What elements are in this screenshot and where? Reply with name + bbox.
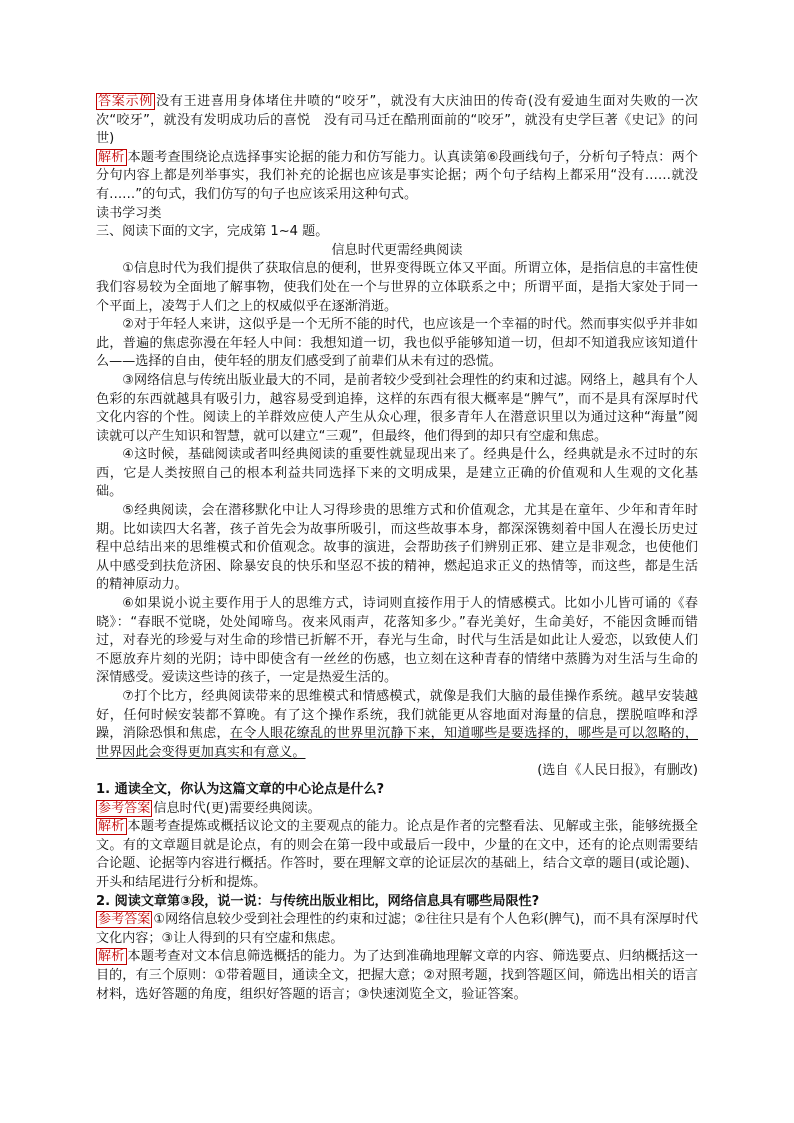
question-1-answer	[96, 800, 698, 819]
article-paragraph-7	[96, 688, 698, 762]
article-paragraph-6: ⑥如果说小说主要作用于人的思维方式，诗词则直接作用于人的情感模式。比如小儿皆可诵的《春晓》：“春眠不觉晓，处处闻啼鸟。夜来风雨声，花落知多少。”春光美好，生命美好，不能因贪睡而错过，对春光的珍爱与对生命的珍惜已折解不开，春光与生命，时代与生活是如此让人爱恋，以致使人们不愿放弃片刻的光阴；诗中即使含有一丝丝的伤感，也立刻在这种青春的情绪中蒸腾为对生活与生命的深情感受。爱读这些诗的孩子，一定是热爱生活的。	[96, 596, 698, 686]
question-2-analysis	[96, 948, 698, 1004]
analysis-tag: 解析	[98, 949, 125, 965]
reference-answer-tag: 参考答案	[98, 912, 151, 928]
underlined-sentence: 在令人眼花缭乱的世界里沉静下来，知道哪些是要选择的，哪些是可以忽略的，世界因此会变得更加真实和有意义。	[96, 726, 698, 760]
answer-block-1	[96, 93, 698, 149]
question-1-analysis	[96, 818, 698, 892]
article-paragraph-3: ③网络信息与传统出版业最大的不同，是前者较少受到社会理性的约束和过滤。网络上，越具有个人色彩的东西就越具有吸引力，越容易受到追捧，这样的东西有很大概率是“脾气”，而不是具有深厚时代文化内容的个性。阅读上的羊群效应使人产生从众心理，很多青年人在潜意识里以为通过这种“海量”阅读就可以产生知识和智慧，就可以建立“三观”，但最终，他们得到的却只有空虚和焦虑。	[96, 372, 698, 444]
document-page	[96, 93, 698, 1004]
analysis-text: 本题考查围绕论点选择事实论据的能力和仿写能力。认真读第⑥段画线句子，分析句子特点：两个分句内容上都是列举事实，我们补充的论据也应该是事实论据；两个句子结构上都采用“没有……就没有……”的句式，我们仿写的句子也应该采用这种句式。	[96, 149, 698, 202]
article-paragraph-5: ⑤经典阅读，会在潜移默化中让人习得珍贵的思维方式和价值观念，尤其是在童年、少年和青年时期。比如读四大名著，孩子首先会为故事所吸引，而这些故事本身，都深深镌刻着中国人在漫长历史过程中总结出来的思维模式和价值观念。故事的演进，会帮助孩子们辨别正邪、建立是非观念，也使他们从中感受到扶危济困、除暴安良的快乐和坚忍不拔的精神，燃起追求正义的热情等，而这些，都是生活的精神原动力。	[96, 503, 698, 593]
section-instruction: 三、阅读下面的文字，完成第 1~4 题。	[96, 224, 329, 240]
article-title: 信息时代更需经典阅读	[331, 242, 463, 258]
question-2-answer	[96, 911, 698, 948]
section-title: 读书学习类	[96, 205, 162, 221]
article-paragraph-4: ④这时候，基础阅读或者叫经典阅读的重要性就显现出来了。经典是什么，经典就是永不过时的东西，它是人类按照自己的根本利益共同选择下来的文明成果，是建立正确的价值观和人生观的文化基础。	[96, 447, 698, 500]
question-2-analysis-text: 本题考查对文本信息筛选概括的能力。为了达到准确地理解文章的内容、筛选要点、归纳概括这一目的，有三个原则：①带着题目，通读全文，把握大意；②对照考题，找到答题区间，筛选出相关的语言材料，选好答题的角度，组织好答题的语言；③快速浏览全文，验证答案。	[96, 949, 699, 1002]
article-paragraph-1: ①信息时代为我们提供了获取信息的便利，世界变得既立体又平面。所谓立体，是指信息的丰富性使我们容易较为全面地了解事物，使我们处在一个与世界的立体联系之中；所谓平面，是指大家处于同一个平面上，凌驾于人们之上的权威似乎在逐渐消逝。	[96, 261, 698, 314]
question-2: 2. 阅读文章第③段，说一说：与传统出版业相比，网络信息具有哪些局限性?	[96, 893, 540, 909]
article-paragraph-2: ②对于年轻人来讲，这似乎是一个无所不能的时代，也应该是一个幸福的时代。然而事实似乎并非如此，普遍的焦虑弥漫在年轻人中间：我想知道一切，我也似乎能够知道一切，但却不知道我应该知道什么——选择的自由，使年轻的朋友们感受到了前辈们从未有过的恐慌。	[96, 317, 698, 370]
analysis-tag: 解析	[98, 819, 125, 835]
article-source: (选自《人民日报》，有删改)	[537, 763, 698, 779]
question-2-answer-text: ①网络信息较少受到社会理性的约束和过滤；②往往只是有个人色彩(脾气)，而不具有深厚时代文化内容；③让人得到的只有空虚和焦虑。	[96, 912, 698, 946]
answer-example-tag: 答案示例	[98, 94, 153, 109]
paragraph-7-text: ⑦打个比方，经典阅读带来的思维模式和情感模式，就像是我们大脑的最佳操作系统。越早安装越好，任何时候安装都不算晚。有了这个操作系统，我们就能更从容地面对海量的信息，摆脱喧哗和浮躁，消除恐惧和焦虑，	[96, 689, 698, 742]
question-1-answer-text: 信息时代(更)需要经典阅读。	[153, 800, 321, 816]
analysis-block-1	[96, 149, 698, 205]
analysis-tag: 解析	[98, 149, 125, 165]
question-1: 1. 通读全文，你认为这篇文章的中心论点是什么?	[96, 781, 385, 797]
question-1-analysis-text: 本题考查提炼或概括议论文的主要观点的能力。论点是作者的完整看法、见解或主张，能够统摄全文。有的文章题目就是论点，有的则会在第一段中或最后一段中，少量的在文中，还有的论点则需要结合论题、论据等内容进行概括。作答时，要在理解文章的论证层次的基础上，结合文章的题目(或论题)、开头和结尾进行分析和提炼。	[96, 819, 699, 890]
answer-example-text: 没有王进喜用身体堵住井喷的“咬牙”，就没有大庆油田的传奇(没有爱迪生面对失败的一次次“咬牙”，就没有发明成功后的喜悦 没有司马迁在酷刑面前的“咬牙”，就没有史学巨著《史记》的问世)	[96, 94, 699, 147]
reference-answer-tag: 参考答案	[98, 800, 151, 816]
